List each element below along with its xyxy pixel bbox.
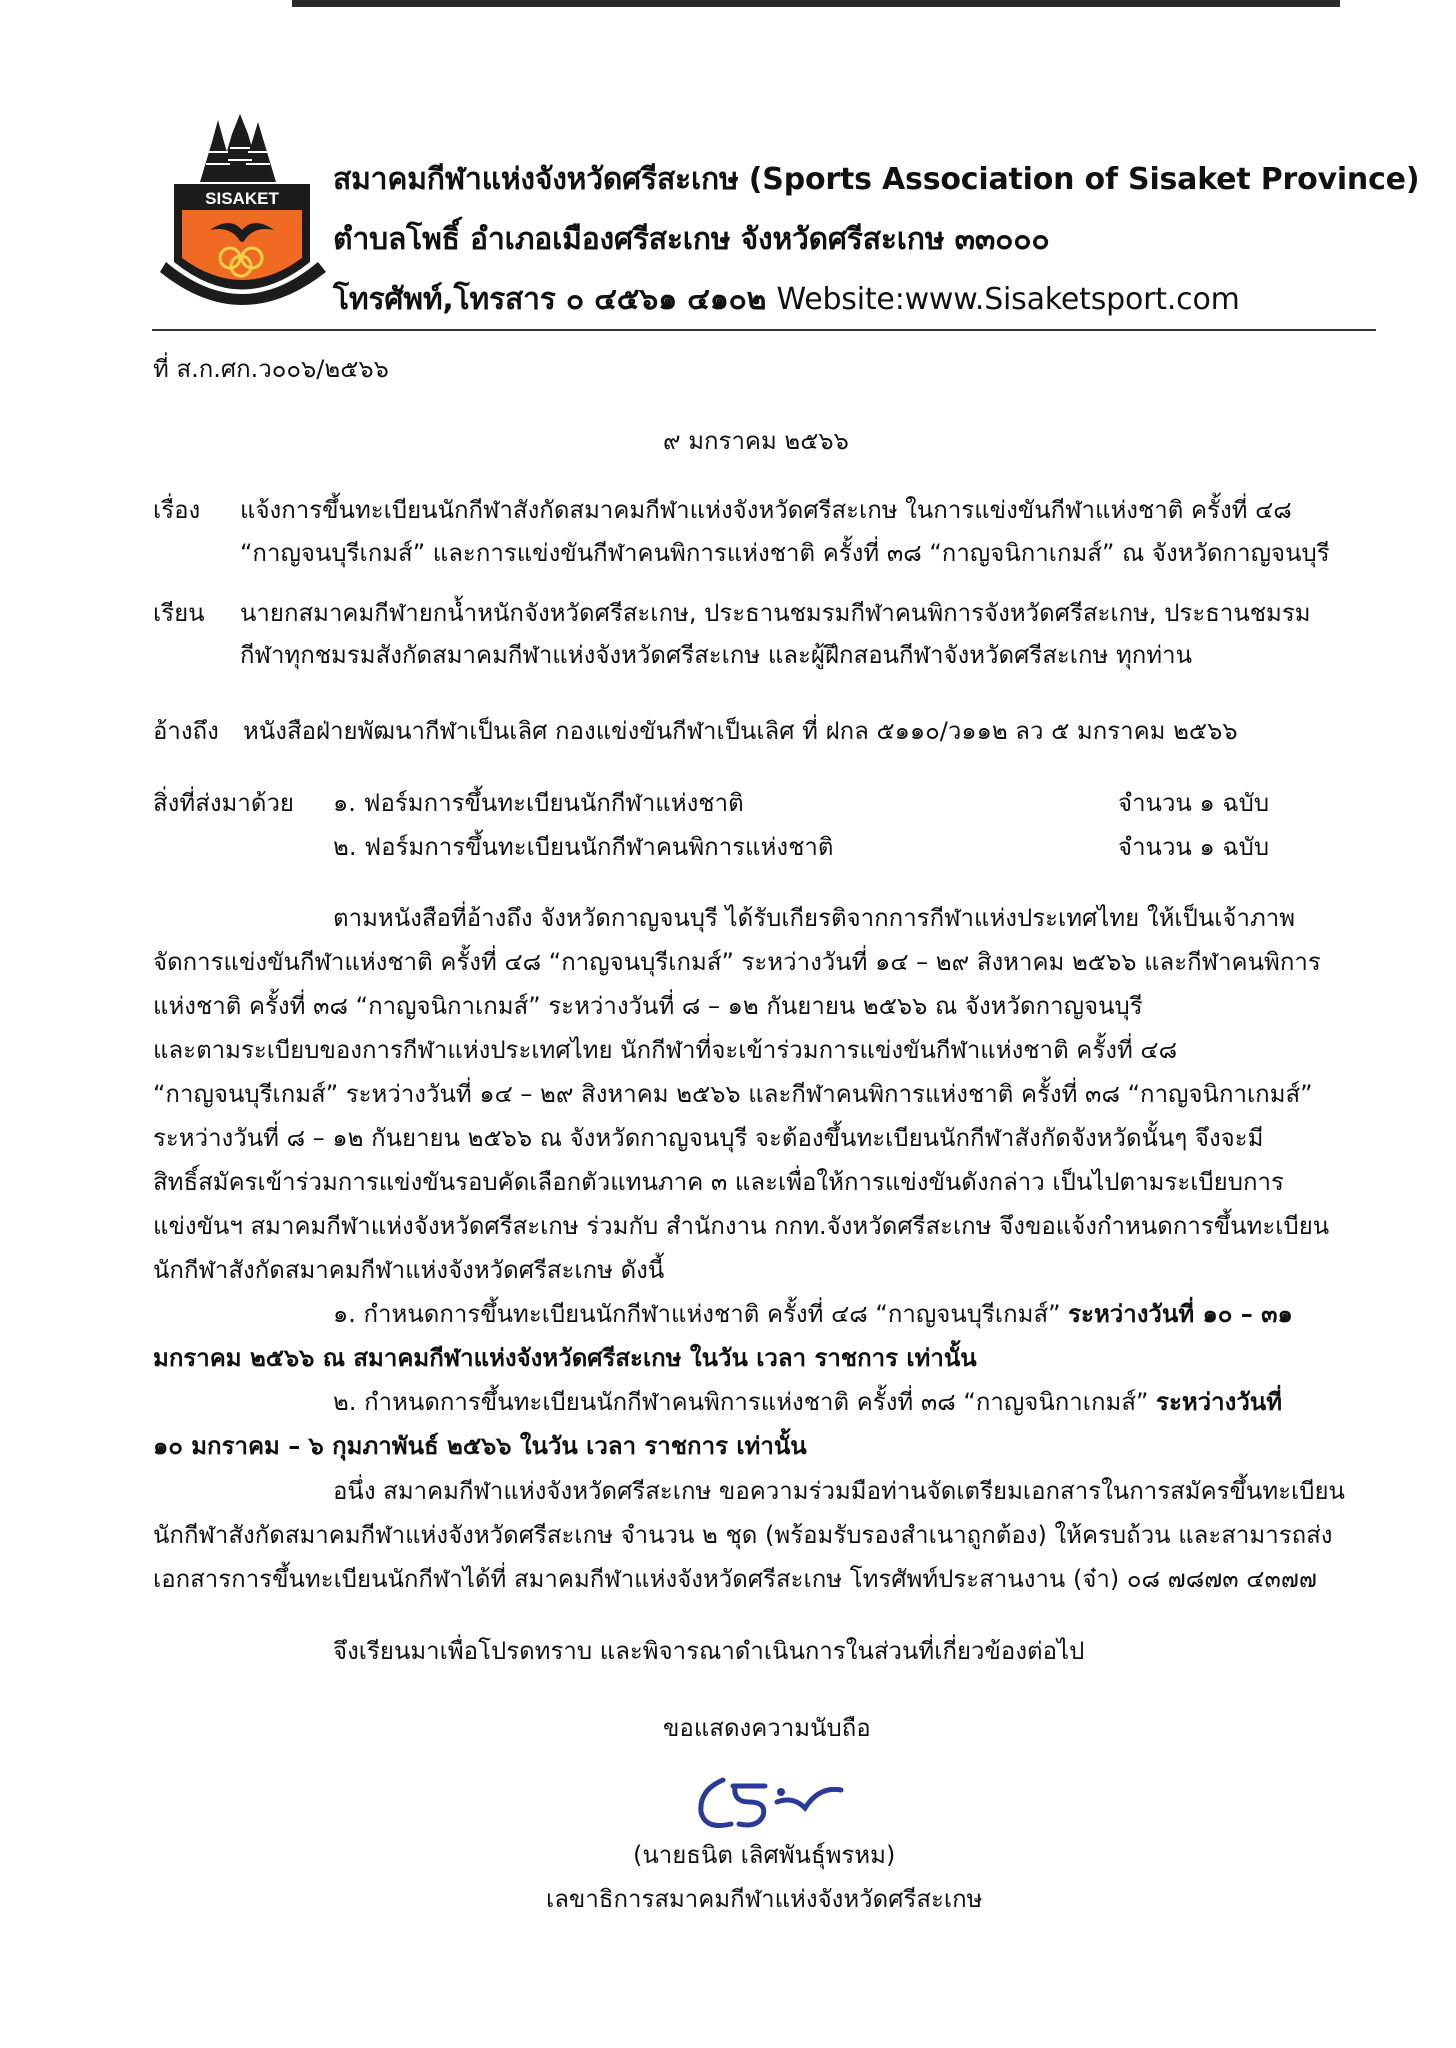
enclosure-item: ๒. ฟอร์มการขึ้นทะเบียนนักกีฬาคนพิการแห่งชาติ [333, 833, 834, 861]
document-number: ที่ ส.ก.ศก.ว๐๐๖/๒๕๖๖ [153, 355, 389, 383]
body-line: อนึ่ง สมาคมกีฬาแห่งจังหวัดศรีสะเกษ ขอความร่วมมือท่านจัดเตรียมเอกสารในการสมัครขึ้นทะเบียน [333, 1477, 1345, 1505]
schedule-item-2 [333, 1387, 1282, 1417]
org-website-link[interactable]: Website:www.Sisaketsport.com [776, 282, 1240, 317]
schedule-item-1-text: ๑. กำหนดการขึ้นทะเบียนนักกีฬาแห่งชาติ ครั้งที่ ๔๘ “กาญจนบุรีเกมส์” [333, 1300, 1069, 1328]
signatory-name: (นายธนิต เลิศพันธุ์พรหม) [633, 1841, 896, 1869]
org-name: สมาคมกีฬาแห่งจังหวัดศรีสะเกษ (Sports Association of Sisaket Province) [333, 162, 1420, 197]
enclosure-item: ๑. ฟอร์มการขึ้นทะเบียนนักกีฬาแห่งชาติ [333, 789, 744, 817]
enclosures-label: สิ่งที่ส่งมาด้วย [153, 789, 294, 817]
recipient-label: เรียน [153, 599, 205, 627]
body-line: สิทธิ์สมัครเข้าร่วมการแข่งขันรอบคัดเลือกตัวแทนภาค ๓ และเพื่อให้การแข่งขันดังกล่าว เป็นไปตามระเบียบการ [153, 1168, 1284, 1196]
org-phone: โทรศัพท์,โทรสาร ๐ ๔๕๖๑ ๔๑๐๒ [333, 282, 767, 317]
emblem-label: SISAKET [205, 189, 279, 208]
body-line: จัดการแข่งขันกีฬาแห่งชาติ ครั้งที่ ๔๘ “กาญจนบุรีเกมส์” ระหว่างวันที่ ๑๔ – ๒๙ สิงหาคม ๒๕๖๖ และกีฬาคนพิการ [153, 948, 1321, 976]
subject-line-2: “กาญจนบุรีเกมส์” และการแข่งขันกีฬาคนพิการแห่งชาติ ครั้งที่ ๓๘ “กาญจนิกาเกมส์” ณ จังหวัดกาญจนบุรี [240, 539, 1330, 567]
enclosure-quantity: จำนวน ๑ ฉบับ [1118, 789, 1270, 817]
body-line: และตามระเบียบของการกีฬาแห่งประเทศไทย นักกีฬาที่จะเข้าร่วมการแข่งขันกีฬาแห่งชาติ ครั้งที่ ๔๘ [153, 1036, 1178, 1064]
enclosure-quantity: จำนวน ๑ ฉบับ [1118, 833, 1270, 861]
signatory-position: เลขาธิการสมาคมกีฬาแห่งจังหวัดศรีสะเกษ [546, 1885, 983, 1913]
schedule-item-2-text: ๒. กำหนดการขึ้นทะเบียนนักกีฬาคนพิการแห่งชาติ ครั้งที่ ๓๘ “กาญจนิกาเกมส์” [333, 1388, 1157, 1416]
schedule-item-1-dates: ระหว่างวันที่ ๑๐ – ๓๑ [1068, 1300, 1293, 1328]
recipient-line-1: นายกสมาคมกีฬายกน้ำหนักจังหวัดศรีสะเกษ, ประธานชมรมกีฬาคนพิการจังหวัดศรีสะเกษ, ประธานชมรม [240, 599, 1311, 627]
org-address: ตำบลโพธิ์ อำเภอเมืองศรีสะเกษ จังหวัดศรีสะเกษ ๓๓๐๐๐ [333, 222, 1050, 257]
closing-line: จึงเรียนมาเพื่อโปรดทราบ และพิจารณาดำเนินการในส่วนที่เกี่ยวข้องต่อไป [333, 1637, 1085, 1665]
regards-text: ขอแสดงความนับถือ [663, 1714, 871, 1742]
document-date: ๙ มกราคม ๒๕๖๖ [663, 427, 849, 455]
body-line: “กาญจนบุรีเกมส์” ระหว่างวันที่ ๑๔ – ๒๙ สิงหาคม ๒๕๖๖ และกีฬาคนพิการแห่งชาติ ครั้งที่ ๓๘ “กาญจนิกาเกมส์” [153, 1080, 1313, 1108]
recipient-line-2: กีฬาทุกชมรมสังกัดสมาคมกีฬาแห่งจังหวัดศรีสะเกษ และผู้ฝึกสอนกีฬาจังหวัดศรีสะเกษ ทุกท่าน [240, 641, 1192, 669]
schedule-item-2-dates: ระหว่างวันที่ [1156, 1388, 1283, 1416]
schedule-item-1-line-2: มกราคม ๒๕๖๖ ณ สมาคมกีฬาแห่งจังหวัดศรีสะเกษ ในวัน เวลา ราชการ เท่านั้น [153, 1344, 977, 1372]
schedule-item-2-line-2: ๑๐ มกราคม – ๖ กุมภาพันธ์ ๒๕๖๖ ในวัน เวลา ราชการ เท่านั้น [153, 1432, 807, 1460]
body-line: ระหว่างวันที่ ๘ – ๑๒ กันยายน ๒๕๖๖ ณ จังหวัดกาญจนบุรี จะต้องขึ้นทะเบียนนักกีฬาสังกัดจังหวัดนั้นๆ จึงจะมี [153, 1124, 1264, 1152]
org-contact [333, 276, 1240, 323]
top-edge-bar [292, 0, 1340, 7]
body-line: นักกีฬาสังกัดสมาคมกีฬาแห่งจังหวัดศรีสะเกษ ดังนี้ [153, 1256, 665, 1284]
sisaket-emblem-icon [160, 112, 335, 312]
body-line: ตามหนังสือที่อ้างถึง จังหวัดกาญจนบุรี ได้รับเกียรติจากการกีฬาแห่งประเทศไทย ให้เป็นเจ้าภาพ [333, 904, 1296, 932]
body-line: แห่งชาติ ครั้งที่ ๓๘ “กาญจนิกาเกมส์” ระหว่างวันที่ ๘ – ๑๒ กันยายน ๒๕๖๖ ณ จังหวัดกาญจนบุรี [153, 992, 1143, 1020]
reference-text: หนังสือฝ่ายพัฒนากีฬาเป็นเลิศ กองแข่งขันกีฬาเป็นเลิศ ที่ ฝกล ๕๑๑๐/ว๑๑๒ ลว ๕ มกราคม ๒๕๖๖ [243, 717, 1238, 745]
body-line: เอกสารการขึ้นทะเบียนนักกีฬาได้ที่ สมาคมกีฬาแห่งจังหวัดศรีสะเกษ โทรศัพท์ประสานงาน (จ๋า) ๐๘ ๗๘๗๓ ๔๓๗๗ [153, 1565, 1317, 1593]
reference-label: อ้างถึง [153, 717, 219, 745]
body-line: แข่งขันฯ สมาคมกีฬาแห่งจังหวัดศรีสะเกษ ร่วมกับ สำนักงาน กกท.จังหวัดศรีสะเกษ จึงขอแจ้งกำหนดการขึ้นทะเบียน [153, 1212, 1330, 1240]
schedule-item-1 [333, 1299, 1293, 1329]
body-line: นักกีฬาสังกัดสมาคมกีฬาแห่งจังหวัดศรีสะเกษ จำนวน ๒ ชุด (พร้อมรับรองสำเนาถูกต้อง) ให้ครบถ้วน และสามารถส่ง [153, 1521, 1333, 1549]
subject-label: เรื่อง [153, 496, 201, 524]
signature-icon [693, 1768, 853, 1838]
header-divider [152, 329, 1376, 331]
subject-line-1: แจ้งการขึ้นทะเบียนนักกีฬาสังกัดสมาคมกีฬาแห่งจังหวัดศรีสะเกษ ในการแข่งขันกีฬาแห่งชาติ ครั้งที่ ๔๘ [240, 496, 1292, 524]
